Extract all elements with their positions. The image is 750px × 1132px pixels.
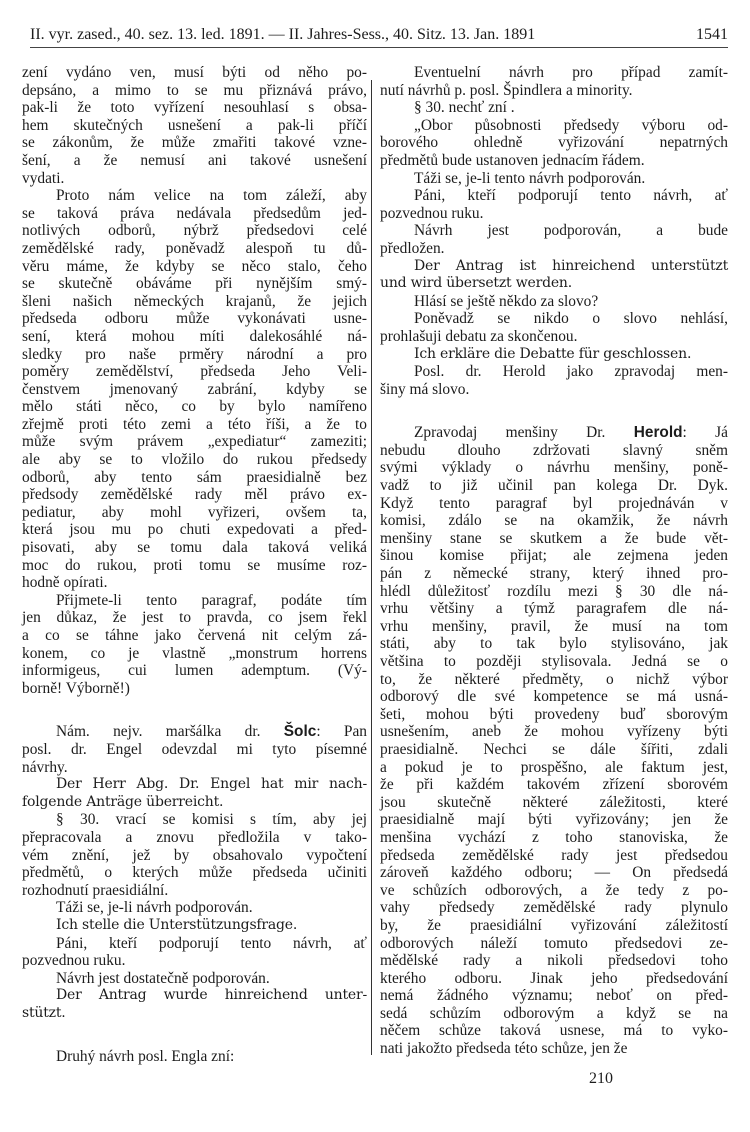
- text-line: Ich stelle die Unterstützungsfrage.: [56, 916, 298, 933]
- paragraph: [380, 222, 728, 257]
- text-line: pán z německé strany, který ihned pro-: [380, 565, 728, 583]
- text-line: poměry zemědělství, předseda Jeho Veli-: [22, 363, 367, 381]
- paragraph: [22, 935, 367, 970]
- text-line: přepracovala a znovu předložila v tako-: [22, 828, 367, 846]
- paragraph: [380, 187, 728, 222]
- text-line: státi, aby to tak bylo stylisováno, jak: [380, 635, 728, 653]
- text-line: Návrh jest podporován, a bude: [414, 222, 728, 240]
- text-line: [22, 723, 367, 741]
- text-line: věru máme, že kdyby se něco stalo, čeho: [22, 257, 367, 275]
- text-line: odborový dle své kompetence se má usná-: [380, 688, 728, 706]
- german-paragraph: [380, 258, 728, 293]
- paragraph: [380, 424, 728, 1057]
- text-segment: Nám. nejv. maršálka dr.: [56, 723, 284, 741]
- text-line: pak-li že toto vyřízení nesouhlasí s obsa-: [22, 99, 367, 117]
- text-line: mělo státi něco, co by bylo namířeno: [22, 398, 367, 416]
- text-line: sedá schůzím odborovým a když se na: [380, 1004, 728, 1022]
- paragraph: [380, 64, 728, 99]
- text-line: se zákonům, že může zmařiti takové vzne-: [22, 134, 367, 152]
- text-line: menšiny stane se skutkem a že bude vět-: [380, 529, 728, 547]
- header-rule: [30, 47, 728, 48]
- column-divider: [371, 80, 372, 1055]
- text-line: pisovati, aby se tomu dala taková veliká: [22, 539, 367, 557]
- text-line: und wird übersetzt werden.: [380, 275, 572, 292]
- text-section: [380, 64, 728, 398]
- text-line: Der Antrag ist hinreichend unterstützt: [414, 257, 728, 274]
- text-segment: Zpravodaj menšiny Dr.: [414, 424, 634, 442]
- text-line: Táži se, je-li tento návrh podporován.: [414, 169, 646, 187]
- paragraph: [380, 310, 728, 345]
- text-line: Der Antrag wurde hinreichend unter-: [56, 987, 367, 1004]
- text-line: a pokud je to prospěšno, ale faktum jest,: [380, 758, 728, 776]
- text-line: vém znění, jež by obsahovalo vypočtení: [22, 846, 367, 864]
- text-line: [380, 424, 728, 442]
- text-line: šleni našich německých krajanů, že jejich: [22, 292, 367, 310]
- text-line: ve schůzích odborových, a že tedy z po-: [380, 881, 728, 899]
- text-line: zároveň každého odboru; — On předsedá: [380, 864, 728, 882]
- paragraph: [22, 899, 367, 917]
- right-column: [380, 64, 728, 1058]
- german-paragraph: [22, 917, 367, 935]
- header-title: II. vyr. zased., 40. sez. 13. led. 1891. — II. Jahres-Sess., 40. Sitz. 13. Jan. 1891: [30, 26, 536, 43]
- text-line: Druhý návrh posl. Engla zní:: [56, 1048, 235, 1066]
- text-line: moc do rukou, proti tomu se musíme roz-: [22, 556, 367, 574]
- text-line: Když tento paragraf byl projednáván v: [380, 494, 728, 512]
- text-line: sení, která mohou míti dalekosáhlé ná-: [22, 327, 367, 345]
- text-line: Eventuelní návrh pro případ zamít-: [414, 64, 728, 81]
- paragraph: [380, 363, 728, 398]
- text-line: informigeus, cui lumen ademptum. (Vý-: [22, 662, 367, 680]
- text-line: něčem schůze taková usnese, má to vyko-: [380, 1022, 728, 1040]
- text-line: folgende Anträge überreicht.: [22, 793, 224, 810]
- paragraph: [22, 187, 367, 592]
- speaker-name: Šolc: [283, 723, 317, 741]
- text-line: nemá žádného významu; neboť on před-: [380, 987, 728, 1005]
- text-line: jsou skutečně některé záležitosti, které: [380, 793, 728, 811]
- text-section: [22, 64, 367, 697]
- text-line: Návrh jest dostatečně podporován.: [56, 969, 270, 987]
- text-line: nebudu dlouho zdržovati slavný sněm: [380, 441, 728, 459]
- text-line: odborových náleží tomuto předsedovi ze-: [380, 934, 728, 952]
- text-line: se taková práva nedávala předsedům jed-: [22, 204, 367, 222]
- text-line: borně! Výborně!): [22, 679, 130, 697]
- page-number: 210: [589, 1070, 613, 1087]
- text-line: hodně opírati.: [22, 574, 108, 592]
- text-line: borového ohledně vyřizování nepatrných: [380, 134, 728, 152]
- header-page-number: 1541: [696, 26, 728, 43]
- text-line: hem skutečných usnešení a pak-li příčí: [22, 116, 367, 134]
- text-segment: : Pan: [316, 723, 368, 741]
- text-line: návrhy.: [22, 758, 68, 776]
- speaker-name: Herold: [633, 424, 683, 442]
- text-line: předmětů bude ustanoven jednacím řádem.: [380, 151, 645, 169]
- text-line: Proto nám velice na tom záleží, aby: [56, 187, 367, 205]
- text-line: Páni, kteří podporují tento návrh, ať: [56, 934, 367, 952]
- text-line: jen důkaz, že jest to pravda, co jsem řekl: [22, 609, 367, 627]
- paragraph: [22, 592, 367, 698]
- text-line: hlédl důležitosť rozdílu mezi § 30 dle ná-: [380, 582, 728, 600]
- text-line: ale aby se to vložilo do rukou předsedy: [22, 451, 367, 469]
- text-line: vrhu většiny a týmž paragrafem dle ná-: [380, 600, 728, 618]
- text-line: vahy předsedy zemědělské rady plynulo: [380, 899, 728, 917]
- running-header: [30, 26, 728, 46]
- text-line: nati jakožto předseda této schůze, jen že: [380, 1040, 628, 1058]
- text-line: zemědělské rady, poněvadž alespoň tu dů-: [22, 239, 367, 257]
- text-line: mědělské rady a nikoli předsedovi toho: [380, 952, 728, 970]
- text-line: vrhu menšiny, pravil, že musí na tom: [380, 617, 728, 635]
- text-line: svými výklady o návrhu menšiny, poně-: [380, 459, 728, 477]
- text-line: komisi, zdálo se na okamžik, že návrh: [380, 512, 728, 530]
- text-line: by, že praesidiální vyřizování záležitostí: [380, 916, 728, 934]
- left-column: [22, 64, 367, 1066]
- text-line: Přijmete-li tento paragraf, podáte tím: [56, 591, 367, 609]
- text-line: předložen.: [380, 239, 445, 257]
- text-line: rozhodnutí praesidiální.: [22, 881, 169, 899]
- german-paragraph: [22, 776, 367, 811]
- text-line: předseda odboru může vykonávati usne-: [22, 310, 367, 328]
- text-line: Posl. dr. Herold jako zpravodaj men-: [414, 363, 728, 381]
- text-line: konem, co je vlastně „monstrum horrens: [22, 644, 367, 662]
- text-line: prohlašuji debatu za skončenou.: [380, 327, 578, 345]
- text-line: šeti, mohou býti provedeny buď sborovým: [380, 705, 728, 723]
- paragraph: [380, 293, 728, 311]
- paragraph: [22, 1048, 367, 1066]
- text-line: § 30. nechť zní .: [414, 99, 515, 117]
- text-line: Hlásí se ještě někdo za slovo?: [414, 292, 599, 310]
- text-line: praesidialně. Nechci se dále šířiti, zdali: [380, 740, 728, 758]
- paragraph: [22, 64, 367, 187]
- text-line: to, že některé předměty, o nichž výbor: [380, 670, 728, 688]
- text-line: depsáno, a mimo to se mu přiznává právo,: [22, 81, 367, 99]
- text-line: nutí návrhů p. posl. Špindlera a minority.: [380, 81, 633, 99]
- text-segment: : Já: [682, 424, 728, 442]
- text-line: posl. dr. Engel odevzdal mi tyto písemné: [22, 740, 367, 758]
- text-line: sledky pro naše prměry národní a pro: [22, 345, 367, 363]
- text-line: pozvednou ruku.: [380, 204, 484, 222]
- text-line: většina to později stylisovala. Jedná se o: [380, 653, 728, 670]
- text-line: se skutečně obáváme při nynějším smý-: [22, 275, 367, 293]
- text-line: praesidialně mají býti vyřizovány; jen že: [380, 811, 728, 829]
- text-line: menšina vychází z toho stanoviska, že: [380, 828, 728, 846]
- text-line: pozvednou ruku.: [22, 952, 126, 970]
- text-line: která jsou mu po chuti expedovati a před-: [22, 521, 367, 539]
- paragraph: [22, 811, 367, 899]
- german-paragraph: [380, 346, 728, 364]
- text-line: „Obor působnosti předsedy výboru od-: [414, 116, 728, 134]
- text-line: šiny má slovo.: [380, 380, 470, 398]
- paragraph: [22, 723, 367, 776]
- text-line: a co se táhne jako červená nit celým zá-: [22, 627, 367, 644]
- text-line: Poněvadž se nikdo o slovo nehlásí,: [414, 310, 728, 328]
- text-line: Ich erkläre die Debatte für geschlossen.: [414, 345, 692, 362]
- text-line: Táži se, je-li návrh podporován.: [56, 899, 253, 917]
- text-line: předmětů, o kterých může předseda učiniti: [22, 864, 367, 882]
- text-line: šinou komise přijat; ale zejmena jeden: [380, 547, 728, 565]
- text-line: § 30. vrací se komisi s tím, aby jej: [56, 811, 367, 829]
- paragraph: [380, 99, 728, 117]
- text-section: [22, 723, 367, 1022]
- text-line: šení, a že nemusí ani takové usnešení: [22, 151, 367, 169]
- text-section: [22, 1048, 367, 1066]
- text-line: Der Herr Abg. Dr. Engel hat mir nach-: [56, 776, 367, 793]
- text-line: že při každém takovém zřízení sborovém: [380, 776, 728, 794]
- text-line: odborů, aby tento sám praesidialně bez: [22, 468, 367, 486]
- paragraph: [380, 170, 728, 188]
- text-line: pediatur, aby mohl vyřizeri, ovšem ta,: [22, 503, 367, 521]
- german-paragraph: [22, 987, 367, 1022]
- text-line: předseda zemědělské rady jest předsedou: [380, 846, 728, 864]
- text-line: stützt.: [22, 1004, 66, 1021]
- text-line: vydati.: [22, 169, 65, 187]
- paragraph: [22, 970, 367, 988]
- text-line: kterého odboru. Jinak jeho předsedování: [380, 969, 728, 987]
- text-line: předsody zemědělské rady měl právo ex-: [22, 486, 367, 504]
- paragraph: [380, 117, 728, 170]
- text-line: může svým právem „expediatur“ zameziti;: [22, 433, 367, 451]
- text-line: Páni, kteří podporují tento návrh, ať: [414, 187, 728, 205]
- text-line: zení vydáno ven, musí býti od něho po-: [22, 64, 367, 81]
- text-line: notlivých odborů, nýbrž předsedovi celé: [22, 222, 367, 240]
- text-line: vadž to již učinil pan kolega Dr. Dyk.: [380, 477, 728, 495]
- text-line: usnešením, aneb že mohou vyřízeny býti: [380, 723, 728, 741]
- text-line: zřejmě proti této zemi a této říši, a že to: [22, 415, 367, 433]
- text-section: [380, 424, 728, 1057]
- text-line: čenstvem jmenovaný zabrání, kdyby se: [22, 380, 367, 398]
